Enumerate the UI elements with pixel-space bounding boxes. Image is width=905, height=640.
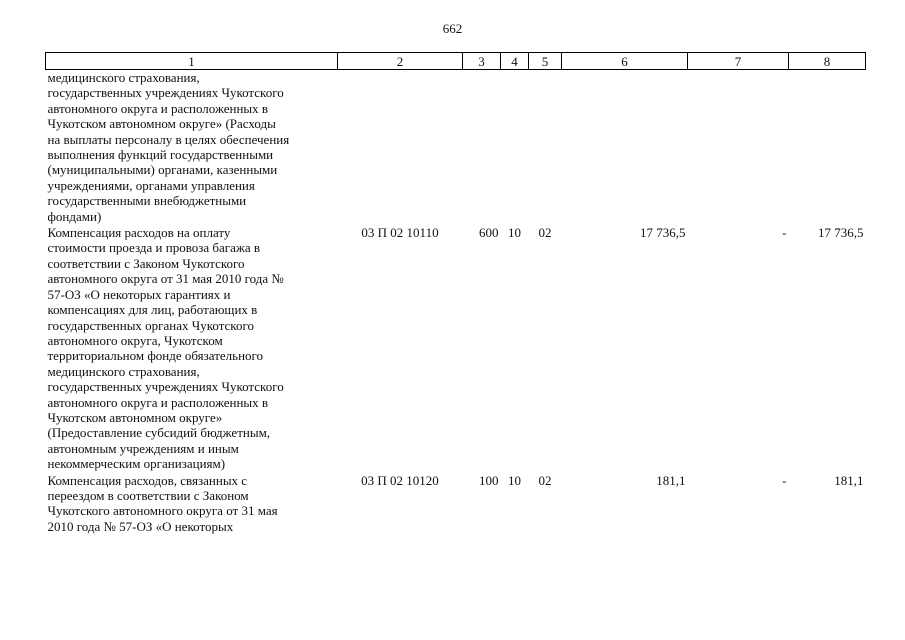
row-col3: 600 <box>479 225 499 241</box>
row-col3: 100 <box>479 472 499 488</box>
row-col3 <box>463 70 501 225</box>
column-header-5: 5 <box>529 53 562 70</box>
row-description: медицинского страхования, государственных учреждениях Чукотского автономного округа и расположенных в Чукотском автономном округе» (Расходы на выплаты персоналу в целях обеспечения выполнения функций государственными (муниципальными) органами, казенными учреждениями, органами управления государственными внебюджетными фондами) <box>47 70 290 224</box>
budget-table <box>45 52 866 534</box>
row-col6: 17 736,5 <box>640 225 686 241</box>
row-col8: 181,1 <box>834 472 864 488</box>
row-col4 <box>501 70 529 225</box>
row-col4: 10 <box>508 472 521 488</box>
row-col8 <box>789 70 866 225</box>
column-header-1: 1 <box>46 53 338 70</box>
row-col4: 10 <box>508 225 521 241</box>
row-col5: 02 <box>538 225 552 241</box>
row-code: 03 П 02 10120 <box>361 472 439 488</box>
row-col7: - <box>782 225 787 241</box>
table-row <box>46 224 866 472</box>
column-header-7: 7 <box>688 53 789 70</box>
column-header-4: 4 <box>501 53 529 70</box>
row-col6: 181,1 <box>656 472 686 488</box>
row-col7: - <box>782 472 787 488</box>
table-row <box>46 70 866 225</box>
column-header-2: 2 <box>338 53 463 70</box>
row-col7 <box>688 70 789 225</box>
column-header-8: 8 <box>789 53 866 70</box>
row-col6 <box>562 70 688 225</box>
table-row <box>46 472 866 535</box>
row-col5 <box>529 70 562 225</box>
row-code <box>338 70 463 225</box>
row-col5: 02 <box>538 472 552 488</box>
row-description: Компенсация расходов, связанных с переездом в соответствии с Законом Чукотского автономного округа от 31 мая 2010 года № 57-ОЗ «О некоторых <box>47 472 278 534</box>
row-code: 03 П 02 10110 <box>361 225 439 241</box>
row-description: Компенсация расходов на оплату стоимости проезда и провоза багажа в соответствии с Законом Чукотского автономного округа от 31 мая 2010 года № 57-ОЗ «О некоторых гарантиях и компенсациях для лиц, работающих в государственных органах Чукотского автономного округа, Чукотском территориальном фонде обязательного медицинского страхования, государственных учреждениях Чукотского автономного округа и расположенных в Чукотском автономном округе» (Предоставление субсидий бюджетным, автономным учреждениям и иным некоммерческим организациям) <box>47 225 284 472</box>
row-col8: 17 736,5 <box>818 225 864 241</box>
page-number: 662 <box>442 21 463 36</box>
column-header-6: 6 <box>562 53 688 70</box>
column-number-header-row <box>46 53 866 70</box>
column-header-3: 3 <box>463 53 501 70</box>
